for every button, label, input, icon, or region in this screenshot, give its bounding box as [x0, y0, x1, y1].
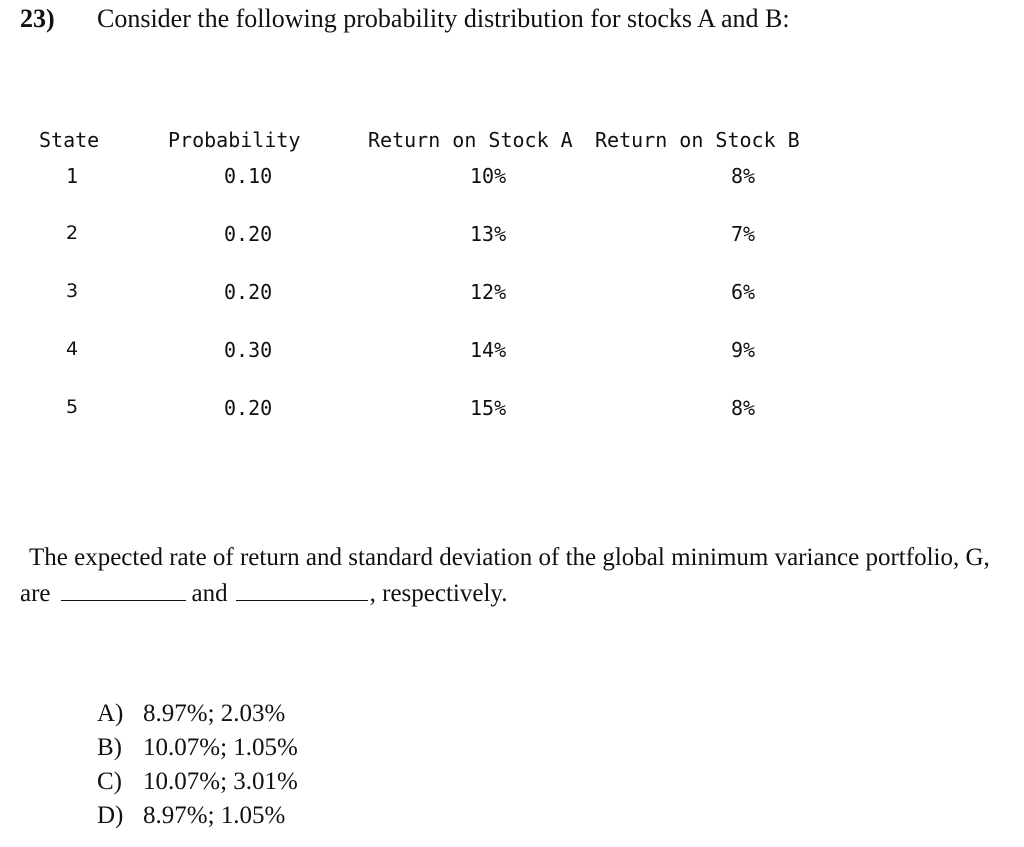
question-number: 23) — [20, 4, 55, 33]
cell-return-a: 13% — [470, 222, 507, 246]
cell-return-b: 8% — [731, 396, 756, 420]
answer-blank-1 — [61, 580, 186, 601]
cell-return-b: 7% — [731, 222, 756, 246]
statement-are: are — [20, 580, 51, 607]
choice-letter: D) — [97, 802, 124, 829]
choice-text: 8.97%; 2.03% — [143, 700, 286, 727]
cell-return-b: 8% — [731, 164, 756, 188]
question-statement — [20, 540, 1024, 612]
cell-return-a: 12% — [470, 280, 507, 304]
statement-respectively: , respectively. — [369, 580, 508, 607]
choice-letter: C) — [97, 768, 122, 795]
choice-letter: B) — [97, 734, 122, 761]
cell-return-a: 14% — [470, 338, 507, 362]
statement-and: and — [191, 580, 228, 607]
choice-text: 8.97%; 1.05% — [143, 802, 286, 829]
cell-state: 5 — [66, 396, 79, 418]
choice-letter: A) — [97, 700, 124, 727]
cell-state: 3 — [66, 280, 79, 302]
choice-b — [97, 731, 298, 765]
cell-probability: 0.30 — [224, 338, 273, 362]
cell-return-a: 15% — [470, 396, 507, 420]
cell-probability: 0.20 — [224, 280, 273, 304]
choice-c — [97, 765, 298, 799]
answer-blank-2 — [236, 580, 368, 601]
choice-text: 10.07%; 3.01% — [143, 768, 298, 795]
answer-choices — [97, 697, 298, 833]
header-return-a: Return on Stock A — [368, 128, 573, 152]
cell-probability: 0.20 — [224, 396, 273, 420]
header-state: State — [39, 128, 100, 152]
cell-state: 2 — [66, 222, 79, 244]
cell-probability: 0.20 — [224, 222, 273, 246]
cell-return-b: 9% — [731, 338, 756, 362]
cell-return-a: 10% — [470, 164, 507, 188]
cell-probability: 0.10 — [224, 164, 273, 188]
choice-a — [97, 697, 298, 731]
header-probability: Probability — [168, 128, 301, 152]
statement-line-1: The expected rate of return and standard deviation of the global minimum variance portfolio, G, — [29, 544, 990, 571]
statement-line-2 — [20, 576, 1024, 612]
question-prompt: Consider the following probability distribution for stocks A and B: — [97, 4, 790, 33]
cell-return-b: 6% — [731, 280, 756, 304]
choice-text: 10.07%; 1.05% — [143, 734, 298, 761]
cell-state: 4 — [66, 338, 79, 360]
header-return-b: Return on Stock B — [595, 128, 800, 152]
cell-state: 1 — [66, 164, 79, 188]
choice-d — [97, 799, 298, 833]
